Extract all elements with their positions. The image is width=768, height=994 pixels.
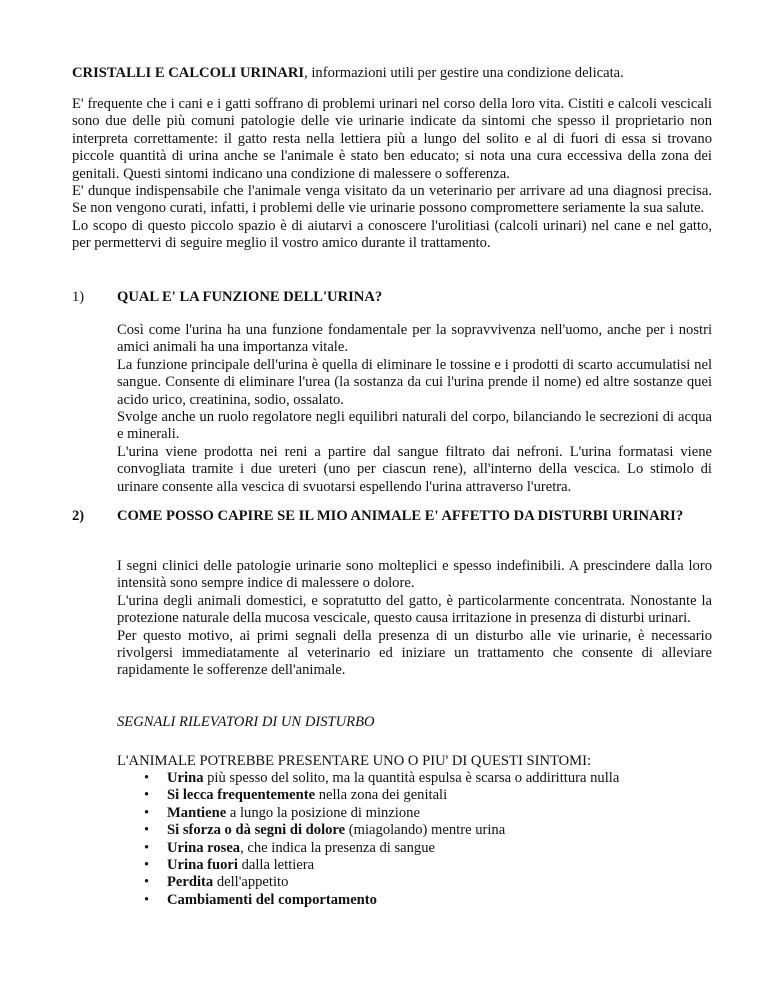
section-1-body [117,322,712,496]
symptom-item [117,822,619,839]
bullet-icon: • [144,891,150,908]
bullet-icon: • [144,857,150,874]
symptom-keyword: Mantiene [167,804,227,821]
bullet-icon: • [144,839,150,856]
symptom-detail: dell'appetito [213,874,289,891]
paragraph-line: I segni clinici delle patologie urinarie sono molteplici e spesso indefinibili. A prescindere dalla loro intensità sono sempre indice di malessere o dolore. [117,558,712,592]
section-1-number: 1) [72,289,85,305]
paragraph-line: E' dunque indispensabile che l'animale venga visitato da un veterinario per arrivare ad una diagnosi precisa. Se non vengono curati, infatti, i problemi delle vie urinarie possono compromettere seriamente la sua salute. [72,183,712,217]
symptom-keyword: Si lecca frequentemente [167,787,316,804]
intro-title-line [72,65,712,82]
paragraph-line: Svolge anche un ruolo regolatore negli equilibri naturali del corpo, bilanciando le secrezioni di acqua e minerali. [117,409,712,443]
bullet-icon: • [144,770,150,786]
symptom-keyword: Urina fuori [167,857,238,874]
symptom-detail: dalla lettiera [237,857,315,874]
symptom-item [117,857,619,874]
paragraph-line: Lo scopo di questo piccolo spazio è di aiutarvi a conoscere l'urolitiasi (calcoli urinari) nel cane e nel gatto, per permettervi di seguire meglio il vostro amico durante il trattamento. [72,217,712,252]
symptom-keyword: Urina rosea [167,839,241,856]
bullet-icon: • [144,787,150,804]
paragraph-line: Così come l'urina ha una funzione fondamentale per la sopravvivenza nell'uomo, anche per i nostri amici animali ha una importanza vitale. [117,322,712,356]
symptom-item [117,840,619,857]
section-1-heading: QUAL E' LA FUNZIONE DELL'URINA? [117,289,383,305]
signals-lead: L'ANIMALE POTREBBE PRESENTARE UNO O PIU' DI QUESTI SINTOMI: [117,753,592,769]
symptom-list [117,770,619,909]
symptom-detail: a lungo la posizione di minzione [226,804,420,821]
section-2-title [72,508,712,525]
paragraph-line: E' frequente che i cani e i gatti soffrano di problemi urinari nel corso della loro vita. Cistiti e calcoli vescicali sono due delle più comuni patologie delle vie urinarie indicate da sintomi che spesso il proprietario non interpreta correttamente: il gatto resta nella lettiera più a lungo del solito e al di fuori di essa si trovano piccole quantità di urina anche se l'animale è stato ben educato; si nota una cura eccessiva della zona dei genitali. Questi sintomi indicano una condizione di malessere o sofferenza. [72,96,712,182]
paragraph-line: L'urina degli animali domestici, e sopratutto del gatto, è particolarmente concentrata. Nonostante la protezione naturale della mucosa vescicale, questo causa irritazione in presenza di disturbi urinari. [117,592,712,627]
signals-heading: SEGNALI RILEVATORI DI UN DISTURBO [117,714,375,730]
symptom-keyword: Si sforza o dà segni di dolore [167,822,346,839]
symptom-detail: più spesso del solito, ma la quantità espulsa è scarsa o addirittura nulla [203,770,620,786]
symptom-item [117,770,619,787]
intro-paragraph [72,96,712,253]
intro-title: CRISTALLI E CALCOLI URINARI [72,65,305,81]
symptom-detail: , che indica la presenza di sangue [240,839,436,856]
symptom-item [117,874,619,891]
bullet-icon: • [144,822,150,839]
section-2-heading: COME POSSO CAPIRE SE IL MIO ANIMALE E' AFFETTO DA DISTURBI URINARI? [117,508,684,524]
paragraph-line: L'urina viene prodotta nei reni a partire dal sangue filtrato dai nefroni. L'urina formatasi viene convogliata tramite i due ureteri (uno per ciascun rene), all'interno della vescica. Lo stimolo di urinare consente alla vescica di svuotarsi espellendo l'urina attraverso l'uretra. [117,443,712,495]
symptom-item [117,787,619,804]
paragraph-line: La funzione principale dell'urina è quella di eliminare le tossine e i prodotti di scarto accumulatisi nel sangue. Consente di eliminare l'urea (la sostanza da cui l'urina prende il nome) ed altre sostanze quei acido urico, creatinina, sodio, ossalato. [117,356,712,408]
symptom-item [117,892,619,909]
section-2-body [117,558,712,680]
symptom-keyword: Cambiamenti del comportamento [167,891,377,908]
symptom-keyword: Perdita [167,874,214,891]
bullet-icon: • [144,874,150,891]
bullet-icon: • [144,804,150,821]
symptom-detail: (miagolando) mentre urina [345,822,506,839]
section-2-number: 2) [72,508,85,524]
symptom-item [117,805,619,822]
section-1-title [72,289,712,306]
symptom-keyword: Urina [167,770,204,786]
symptom-detail: nella zona dei genitali [315,787,448,804]
intro-title-rest: , informazioni utili per gestire una condizione delicata. [304,65,624,81]
paragraph-line: Per questo motivo, ai primi segnali della presenza di un disturbo alle vie urinarie, è necessario rivolgersi immediatamente al veterinario ed iniziare un trattamento che consente di alleviare rapidamente le sofferenze dell'animale. [117,627,712,679]
